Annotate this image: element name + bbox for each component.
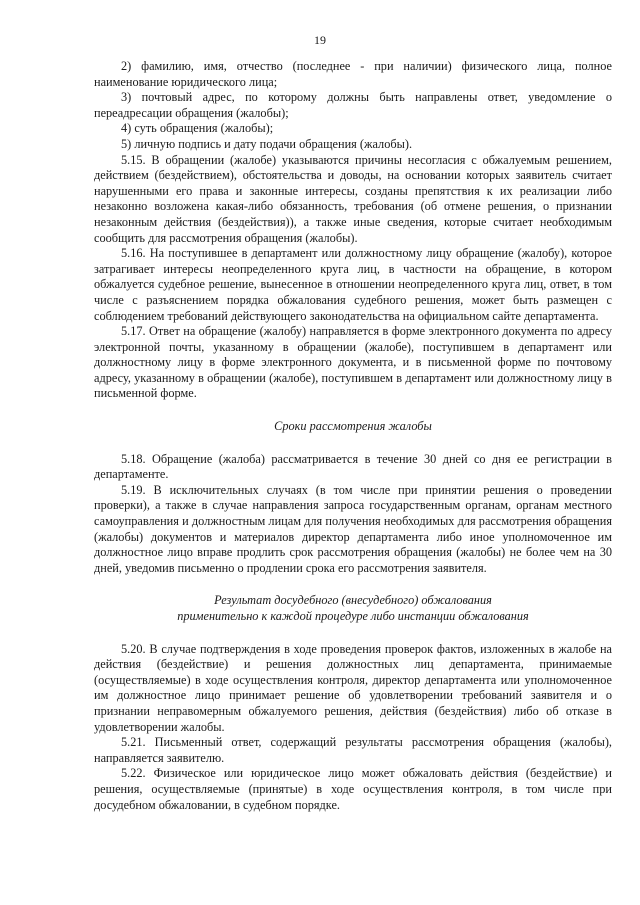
- section-heading-appeal-result: [94, 593, 612, 624]
- clause-5-18: 5.18. Обращение (жалоба) рассматривается в течение 30 дней со дня ее регистрации в департаменте.: [94, 451, 612, 482]
- list-item-4: 4) суть обращения (жалобы);: [121, 121, 274, 136]
- clause-5-20: 5.20. В случае подтверждения в ходе проведения проверок фактов, изложенных в жалобе на действия (бездействие) и решения должностных лиц департамента, принимаемые (осуществляемые) в ходе осуществления контроля, директор департамента или уполномоченное им должностное лицо принимает решение об удовлетворении требований заявителя и о признании неправомерным обжалуемого решения, действия (бездействия) либо об отказе в удовлетворении жалобы.: [94, 641, 612, 734]
- clause-5-15: 5.15. В обращении (жалобе) указываются причины несогласия с обжалуемым решением, действием (бездействием), обстоятельства и доводы, на основании которых заявитель считает нарушенными его права и законные интересы, созданы препятствия к их реализации либо незаконно возложена какая-либо обязанность, требования (об отмене решения, о признании незаконным действия (бездействия)), а также иные сведения, которые считает необходимым сообщить для рассмотрения обращения (жалобы).: [94, 152, 612, 245]
- section-heading-line-2: применительно к каждой процедуре либо инстанции обжалования: [177, 609, 529, 623]
- clause-5-16: 5.16. На поступившее в департамент или должностному лицу обращение (жалобу), которое затрагивает интересы неопределенного круга лиц, в частности на обращение, в котором обжалуется судебное решение, вынесенное в отношении неопределенного круга лиц, ответ, в том числе с разъяснением порядка обжалования судебного решения, может быть размещен с соблюдением требований действующего законодательства на официальном сайте департамента.: [94, 246, 612, 323]
- list-item-3: 3) почтовый адрес, по которому должны быть направлены ответ, уведомление о переадресации обращения (жалобы);: [94, 90, 612, 120]
- clause-5-21: 5.21. Письменный ответ, содержащий результаты рассмотрения обращения (жалобы), направляется заявителю.: [94, 735, 612, 765]
- list-item-5: 5) личную подпись и дату подачи обращения (жалобы).: [121, 136, 413, 151]
- list-item-2: 2) фамилию, имя, отчество (последнее - при наличии) физического лица, полное наименование юридического лица;: [94, 59, 612, 89]
- document-body: [94, 59, 612, 813]
- page-number: 19: [314, 33, 326, 47]
- clause-5-17: 5.17. Ответ на обращение (жалобу) направляется в форме электронного документа по адресу электронной почты, указанному в обращении (жалобе), поступившем в департамент или должностному лицу в форме электронного документа, и в письменной форме по почтовому адресу, указанному в обращении (жалобе), поступившем в департамент или должностному лицу в письменной форме.: [94, 324, 612, 401]
- section-heading-review-period: Сроки рассмотрения жалобы: [274, 419, 432, 434]
- clause-5-19: 5.19. В исключительных случаях (в том числе при принятии решения о проведении проверки), а также в случае направления запроса государственным органам, органам местного самоуправления и должностным лицам для получения необходимых для рассмотрения обращения (жалобы) документов и материалов директор департамента либо иное уполномоченное им должностное лицо вправе продлить срок рассмотрения обращения (жалобы) не более чем на 30 дней, уведомив письменно о продлении срока его рассмотрения заявителя.: [94, 482, 612, 575]
- section-heading-line-1: Результат досудебного (внесудебного) обжалования: [214, 593, 492, 608]
- clause-5-22: 5.22. Физическое или юридическое лицо может обжаловать действия (бездействие) и решения, осуществляемые (принятые) в ходе осуществления контроля, в том числе при досудебном обжаловании, в судебном порядке.: [94, 766, 612, 812]
